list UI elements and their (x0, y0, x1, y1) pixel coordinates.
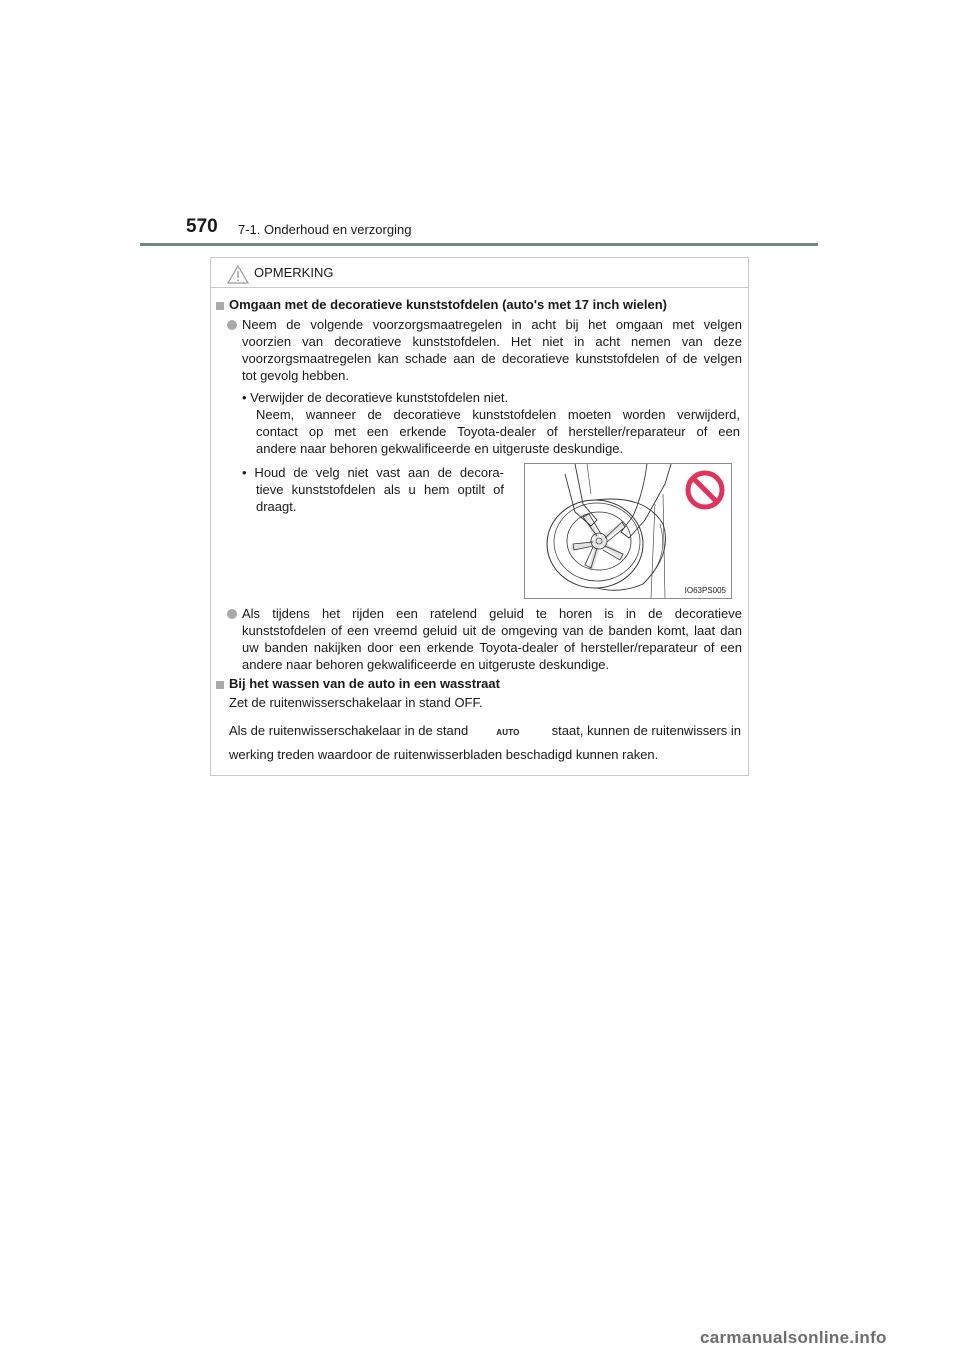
prohibited-icon (688, 473, 722, 507)
sub1-first-line: • Verwijder de decoratieve kunststofdelen niet. (242, 390, 509, 405)
sub1-line2: contact op met een erkende Toyota-dealer of hersteller/reparateur of een (256, 424, 740, 439)
bullet2-line1: Als tijdens het rijden een ratelend geluid te horen is in de decoratieve (242, 606, 742, 621)
notice-header (211, 258, 748, 288)
car-wash-line3: werking treden waardoor de ruitenwisserbladen beschadigd kunnen raken. (229, 747, 659, 762)
sub1-line1: Neem, wanneer de decoratieve kunststofdelen moeten worden verwijderd, (256, 407, 740, 422)
watermark: carmanualsonline.info (700, 1328, 887, 1347)
round-bullet-icon (227, 320, 237, 330)
car-wash-line2-start: Als de ruitenwisserschakelaar in de stand (229, 723, 469, 738)
square-bullet-icon (216, 302, 224, 310)
section-heading-car-wash: Bij het wassen van de auto in een wasstraat (229, 676, 500, 691)
section-title: 7-1. Onderhoud en verzorging (238, 222, 412, 237)
sub2-line2: tieve kunststofdelen als u hem optilt of (256, 482, 504, 497)
sub2-line3: draagt. (256, 499, 297, 514)
round-bullet-icon (227, 609, 237, 619)
square-bullet-icon (216, 681, 224, 689)
bullet1-line4: tot gevolg hebben. (242, 368, 349, 383)
bullet1-line2: voorzien van decoratieve kunststofdelen. Het niet in acht nemen van deze (242, 334, 742, 349)
figure-code: IO63PS005 (684, 586, 726, 595)
wheel-drawing (525, 464, 731, 598)
bullet2-line4: andere naar behoren gekwalificeerde en uitgeruste deskundige. (242, 657, 610, 672)
sub2-line1: • Houd de velg niet vast aan de decora- (242, 465, 504, 480)
bullet1-line1: Neem de volgende voorzorgsmaatregelen in acht bij het omgaan met velgen (242, 317, 742, 332)
car-wash-line2-end: staat, kunnen de ruitenwissers in (551, 723, 741, 738)
header-rule (140, 243, 818, 246)
page-number: 570 (186, 216, 218, 237)
sub1-line3: andere naar behoren gekwalificeerde en uitgeruste deskundige. (256, 441, 624, 456)
car-wash-line2 (229, 722, 741, 741)
auto-symbol: AUTO (496, 728, 520, 737)
notice-title: OPMERKING (254, 265, 334, 280)
bullet1-line3: voorzorgsmaatregelen kan schade aan de decoratieve kunststofdelen of de velgen (242, 351, 742, 366)
wheel-illustration (524, 463, 732, 599)
warning-triangle-icon (227, 265, 249, 284)
bullet2-line3: uw banden nakijken door een erkende Toyota-dealer of hersteller/reparateur of een (242, 640, 742, 655)
car-wash-line1: Zet de ruitenwisserschakelaar in stand OFF. (229, 695, 483, 710)
bullet2-line2: kunststofdelen of een vreemd geluid uit de omgeving van de banden komt, laat dan (242, 623, 742, 638)
section-heading-decorative-parts: Omgaan met de decoratieve kunststofdelen (auto's met 17 inch wielen) (229, 297, 667, 312)
